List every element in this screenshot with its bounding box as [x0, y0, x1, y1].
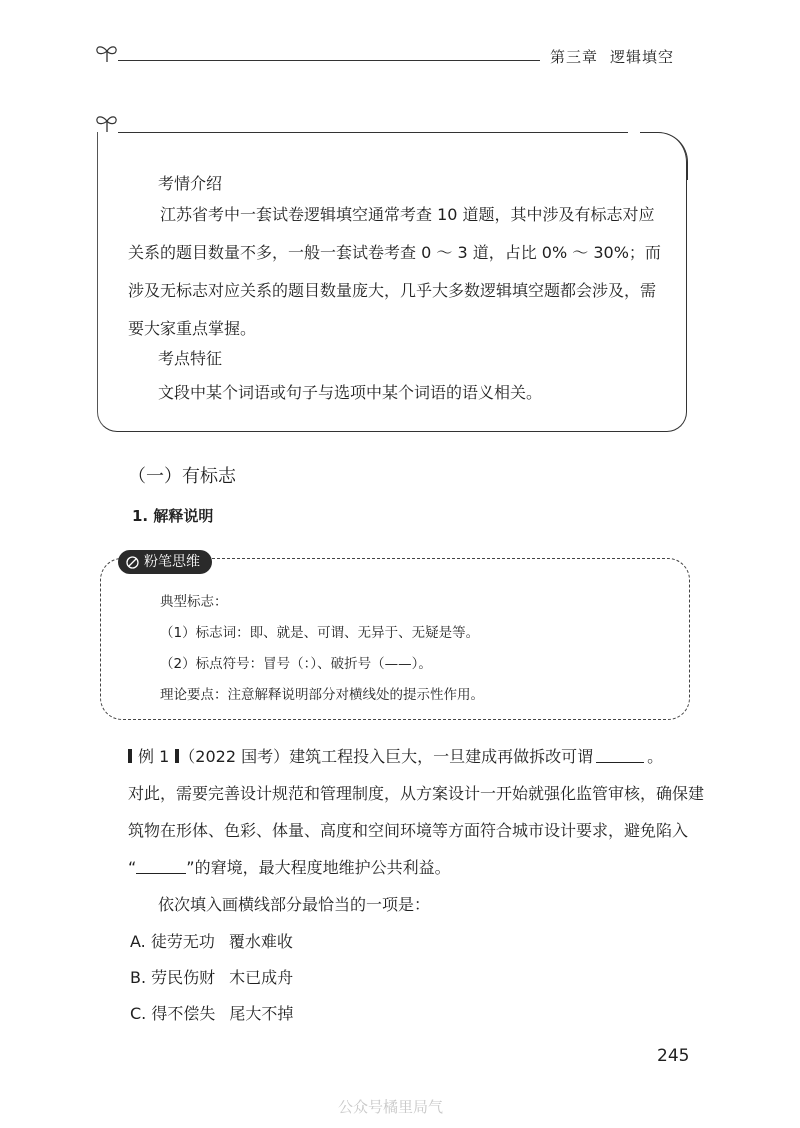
chalk-line: 理论要点：注意解释说明部分对横线处的提示性作用。 — [160, 687, 484, 703]
chapter-number: 第三章 — [550, 48, 599, 66]
subsection-heading: 1. 解释说明 — [132, 507, 214, 525]
tag-bar — [128, 749, 132, 763]
chapter-title — [550, 46, 674, 67]
header-rule — [118, 60, 540, 61]
chalk-line: 典型标志： — [160, 594, 228, 610]
option-second: 尾大不掉 — [229, 1004, 294, 1023]
example-text: 。 — [647, 747, 664, 766]
option-second: 木已成舟 — [229, 968, 294, 987]
page-number: 245 — [657, 1046, 690, 1066]
chalk-thinking-badge — [118, 550, 212, 574]
example-text: “ — [128, 858, 137, 877]
sprout-icon — [94, 112, 120, 134]
example-line — [128, 744, 698, 767]
example-tag: 例 1 — [138, 747, 170, 766]
feature-heading: 考点特征 — [158, 349, 223, 368]
answer-blank — [596, 748, 644, 763]
chalk-icon — [126, 556, 139, 569]
chapter-name: 逻辑填空 — [610, 48, 675, 66]
section-heading: （一）有标志 — [128, 466, 236, 487]
question-prompt: 依次填入画横线部分最恰当的一项是： — [158, 895, 431, 914]
example-text: （2022 国考）建筑工程投入巨大，一旦建成再做拆改可谓 — [179, 747, 594, 766]
watermark: 公众号橘里局气 — [338, 1098, 444, 1116]
example-line: 对此，需要完善设计规范和管理制度，从方案设计一开始就强化监管审核，确保建 — [128, 784, 705, 803]
chalk-line: （2）标点符号：冒号（：）、破折号（——）。 — [160, 656, 432, 672]
chalk-badge-label: 粉笔思维 — [144, 554, 200, 570]
example-text: ”的窘境，最大程度地维护公共利益。 — [186, 858, 451, 877]
option-a — [130, 929, 293, 952]
intro-body: 江苏省考中一套试卷逻辑填空通常考查 10 道题，其中涉及有标志对应关系的题目数量不多，一般一套试卷考查 0 ～ 3 道，占比 0% ～ 30%；而涉及无标志对应关系的题目数量庞大，几乎大多数逻辑填空题都会涉及，需要大家重点掌握。 — [128, 205, 661, 338]
option-b — [130, 965, 293, 988]
option-label: A. 徒劳无功 — [130, 932, 215, 951]
feature-body: 文段中某个词语或句子与选项中某个词语的语义相关。 — [158, 383, 543, 402]
chalk-line: （1）标志词：即、就是、可谓、无异于、无疑是等。 — [160, 625, 480, 641]
intro-heading: 考情介绍 — [158, 174, 223, 193]
option-label: C. 得不偿失 — [130, 1004, 216, 1023]
option-c — [130, 1001, 293, 1024]
example-line — [128, 855, 698, 878]
option-second: 覆水难收 — [228, 932, 293, 951]
example-line: 筑物在形体、色彩、体量、高度和空间环境等方面符合城市设计要求，避免陷入 — [128, 821, 689, 840]
sprout-icon — [94, 42, 120, 64]
option-label: B. 劳民伤财 — [130, 968, 216, 987]
answer-blank — [136, 859, 186, 874]
